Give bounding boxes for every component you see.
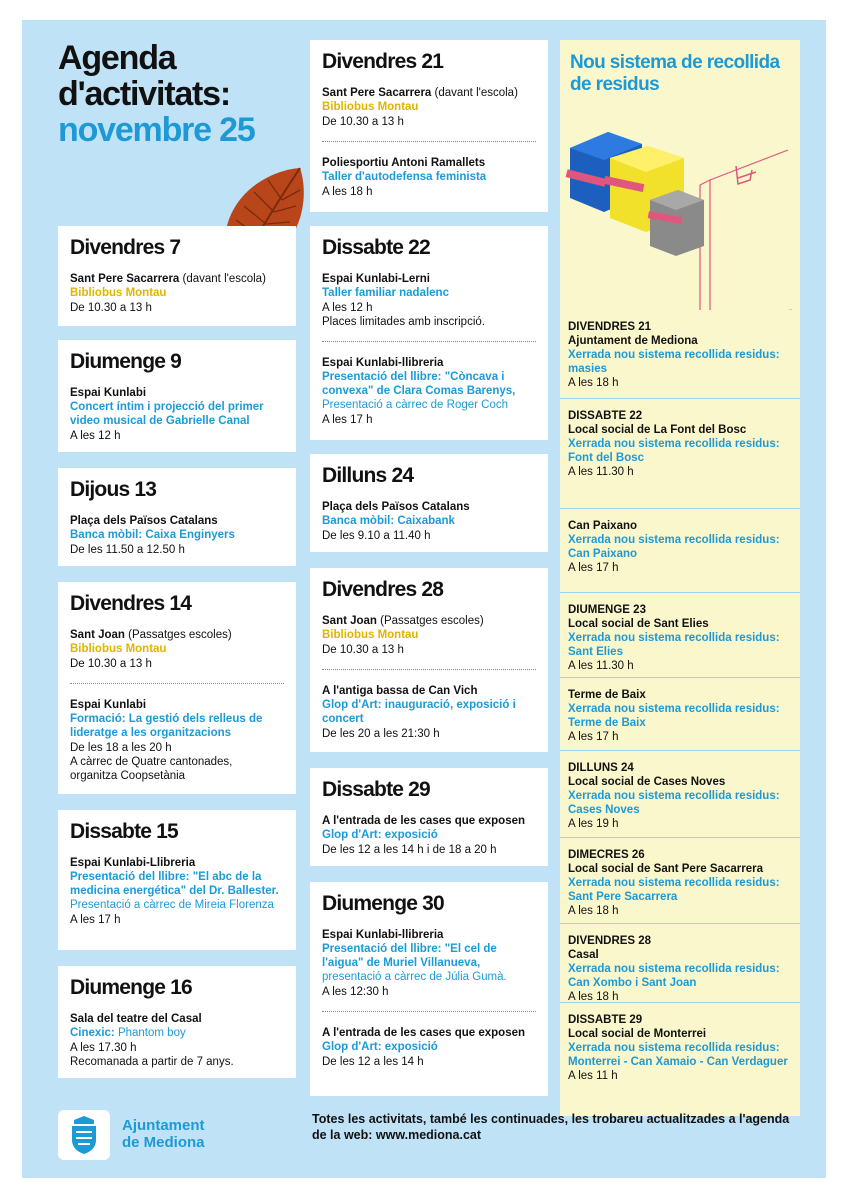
event-item (322, 1011, 536, 1069)
event-item (70, 683, 284, 783)
event-place-name: Poliesportiu Antoni Ramallets (322, 157, 486, 169)
event-activity (70, 712, 284, 740)
bibliobus-label: Bibliobus Montau (70, 643, 167, 655)
residus-time: A les 11.30 h (568, 466, 634, 478)
residus-event (560, 837, 800, 918)
event-time: De 10.30 a 13 h (322, 116, 404, 128)
day-heading: Diumenge 16 (70, 976, 192, 999)
event-item (322, 669, 536, 741)
event-place (322, 1026, 536, 1040)
event-place-name: Sant Joan (322, 615, 377, 627)
residus-place: Local social de Monterrei (568, 1028, 707, 1040)
day-card (58, 966, 296, 1078)
day-card (310, 768, 548, 866)
day-heading: Divendres 28 (322, 578, 444, 601)
day-card (310, 568, 548, 752)
residus-time: A les 17 h (568, 731, 619, 743)
day-heading: Divendres 14 (70, 592, 192, 615)
event-activity (322, 286, 536, 300)
event-activity (322, 828, 536, 842)
residus-event (560, 677, 800, 744)
event-item (70, 628, 284, 671)
event-activity (322, 942, 536, 984)
event-place (322, 500, 536, 514)
residus-place: Local social de Sant Pere Sacarrera (568, 863, 763, 875)
residus-activity: Xerrada nou sistema recollida residus: Sant Elies (568, 632, 780, 658)
bibliobus-label: Bibliobus Montau (322, 101, 419, 113)
residus-event (560, 750, 800, 831)
event-activity-title: Taller d'autodefensa feminista (322, 171, 487, 183)
event-place (70, 1012, 284, 1026)
event-place (70, 514, 284, 528)
event-item (322, 928, 536, 999)
day-card (58, 226, 296, 326)
residus-time: A les 17 h (568, 562, 619, 574)
event-item (322, 141, 536, 199)
event-activity-title: Glop d'Art: exposició (322, 1041, 438, 1053)
residus-date: DILLUNS 24 (568, 762, 634, 774)
event-time: De les 9.10 a 11.40 h (322, 530, 431, 542)
event-time: De 10.30 a 13 h (322, 644, 404, 656)
residus-panel (560, 40, 800, 1116)
event-item (70, 1012, 284, 1069)
day-card (310, 40, 548, 212)
event-extra: Places limitades amb inscripció. (322, 316, 485, 328)
event-place (322, 614, 536, 628)
event-activity-title: Concert íntim i projecció del primer video musical de Gabrielle Canal (70, 401, 264, 427)
residus-place: Local social de Sant Elies (568, 618, 709, 630)
day-heading: Divendres 7 (70, 236, 181, 259)
page-title: Agenda d'activitats: novembre 25 (58, 39, 255, 149)
event-time: De les 18 a les 20 h (70, 742, 172, 754)
event-time: De 10.30 a 13 h (70, 658, 152, 670)
event-place-name: Plaça dels Països Catalans (322, 501, 470, 513)
event-item (70, 272, 284, 315)
event-activity-title: Banca mòbil: Caixa Enginyers (70, 529, 235, 541)
event-time: A les 17 h (322, 414, 373, 426)
event-time: De les 12 a les 14 h i de 18 a 20 h (322, 844, 497, 856)
event-time: A les 12:30 h (322, 986, 389, 998)
event-activity-title: Presentació del llibre: "El cel de l'aigua" de Muriel Villanueva, (322, 943, 497, 969)
residus-event (560, 398, 800, 479)
event-activity-title: Taller familiar nadalenc (322, 287, 449, 299)
event-activity-title: Presentació del llibre: "Còncava i convexa" de Clara Comas Barenys, (322, 371, 516, 397)
residus-time: A les 11 h (568, 1070, 618, 1082)
recycling-bins-illustration (560, 110, 800, 310)
residus-time: A les 18 h (568, 905, 619, 917)
event-time: De les 11.50 a 12.50 h (70, 544, 185, 556)
day-heading: Diumenge 30 (322, 892, 444, 915)
event-place-name: Espai Kunlabi-llibreria (322, 357, 444, 369)
residus-date: DIUMENGE 23 (568, 604, 646, 616)
residus-time: A les 18 h (568, 991, 619, 1003)
day-card (58, 582, 296, 794)
residus-time: A les 18 h (568, 377, 619, 389)
event-place (322, 928, 536, 942)
residus-event (560, 320, 800, 390)
event-item (70, 856, 284, 927)
residus-title: Nou sistema de recollida de residus (570, 52, 780, 95)
residus-place: Terme de Baix (568, 689, 646, 701)
event-item (322, 614, 536, 657)
event-time: A les 12 h (322, 302, 373, 314)
event-place-name: Sant Pere Sacarrera (70, 273, 180, 285)
residus-time: A les 11.30 h (568, 660, 634, 672)
event-place-name: A l'antiga bassa de Can Vich (322, 685, 478, 697)
footer-note: Totes les activitats, també les continuades, les trobareu actualitzades a l'agenda de la web: www.mediona.cat (312, 1112, 790, 1142)
event-item (322, 341, 536, 427)
residus-activity: Xerrada nou sistema recollida residus: Can Paixano (568, 534, 780, 560)
event-place-note: (Passatges escoles) (124, 629, 232, 641)
day-card (58, 340, 296, 452)
event-place (322, 156, 536, 170)
event-activity (70, 400, 284, 428)
event-extra: organitza Coopsetània (70, 770, 186, 782)
residus-activity: Xerrada nou sistema recollida residus: Terme de Baix (568, 703, 780, 729)
bibliobus-label: Bibliobus Montau (322, 629, 419, 641)
residus-place: Local social de La Font del Bosc (568, 424, 747, 436)
event-place (322, 356, 536, 370)
event-time: De les 20 a les 21:30 h (322, 728, 440, 740)
event-place-name: Espai Kunlabi-llibreria (322, 929, 444, 941)
residus-event (560, 508, 800, 575)
event-activity-note: Presentació a càrrec de Mireia Florenza (70, 899, 274, 911)
event-place-note: (davant l'escola) (431, 87, 518, 99)
day-heading: Dilluns 24 (322, 464, 414, 487)
day-heading: Dissabte 15 (70, 820, 178, 843)
residus-date: DISSABTE 22 (568, 410, 643, 422)
day-heading: Diumenge 9 (70, 350, 182, 373)
event-place-name: Sant Joan (70, 629, 125, 641)
event-time: De 10.30 a 13 h (70, 302, 152, 314)
event-item (70, 386, 284, 443)
event-place-name: Sala del teatre del Casal (70, 1013, 202, 1025)
event-activity (70, 870, 284, 912)
event-place-note: (Passatges escoles) (376, 615, 484, 627)
event-place-name: Espai Kunlabi-Llibreria (70, 857, 196, 869)
event-activity (322, 170, 536, 184)
residus-activity: Xerrada nou sistema recollida residus: Sant Pere Sacarrera (568, 877, 780, 903)
residus-activity: Xerrada nou sistema recollida residus: Font del Bosc (568, 438, 780, 464)
event-place (70, 386, 284, 400)
day-card (58, 810, 296, 950)
residus-activity: Xerrada nou sistema recollida residus: Monterrei - Can Xamaio - Can Verdaguer (568, 1042, 788, 1068)
day-heading: Dissabte 22 (322, 236, 430, 259)
event-activity (70, 528, 284, 542)
event-time: A les 17.30 h (70, 1042, 137, 1054)
residus-place: Local social de Cases Noves (568, 776, 726, 788)
residus-date: DISSABTE 29 (568, 1014, 643, 1026)
residus-activity: Xerrada nou sistema recollida residus: Cases Noves (568, 790, 780, 816)
event-place-name: A l'entrada de les cases que exposen (322, 815, 526, 827)
event-time: A les 18 h (322, 186, 373, 198)
event-place (322, 86, 536, 100)
event-extra: A càrrec de Quatre cantonades, (70, 756, 233, 768)
event-activity-note: Presentació a càrrec de Roger Coch (322, 399, 509, 411)
event-item (322, 814, 536, 857)
residus-event (560, 592, 800, 673)
event-activity-title: Banca mòbil: Caixabank (322, 515, 455, 527)
event-time: De les 12 a les 14 h (322, 1056, 424, 1068)
event-activity-note: presentació a càrrec de Júlia Gumà. (322, 971, 507, 983)
event-activity-title: Presentació del llibre: "El abc de la medicina energética" del Dr. Ballester. (70, 871, 279, 897)
event-place-name: Sant Pere Sacarrera (322, 87, 432, 99)
event-place (70, 628, 284, 642)
org-name: Ajuntament de Mediona (122, 1117, 205, 1151)
event-place-name: Espai Kunlabi-Lerni (322, 273, 430, 285)
event-activity-title: Cinexic: (70, 1027, 115, 1039)
day-card (58, 468, 296, 566)
event-item (322, 272, 536, 329)
event-place (70, 856, 284, 870)
day-card (310, 226, 548, 440)
event-activity-title: Formació: La gestió dels relleus de lideratge a les organitzacions (70, 713, 263, 739)
residus-place: Ajuntament de Mediona (568, 335, 698, 347)
event-activity (322, 698, 536, 726)
agenda-poster (22, 20, 826, 1178)
event-activity (322, 514, 536, 528)
residus-activity: Xerrada nou sistema recollida residus: masies (568, 349, 780, 375)
event-activity-title: Glop d'Art: exposició (322, 829, 438, 841)
bibliobus-label: Bibliobus Montau (70, 287, 167, 299)
event-place-name: Espai Kunlabi (70, 387, 147, 399)
event-activity (70, 1026, 284, 1040)
mediona-logo-icon (58, 1110, 110, 1160)
day-card (310, 882, 548, 1096)
event-place (70, 698, 284, 712)
residus-date: DIVENDRES 21 (568, 321, 652, 333)
event-activity (322, 1040, 536, 1054)
event-activity-title: Glop d'Art: inauguració, exposició i concert (322, 699, 516, 725)
event-place (70, 272, 284, 286)
event-place-name: Plaça dels Països Catalans (70, 515, 218, 527)
event-item (322, 86, 536, 129)
residus-date: DIMECRES 26 (568, 849, 645, 861)
day-heading: Divendres 21 (322, 50, 444, 73)
event-place (322, 684, 536, 698)
day-heading: Dissabte 29 (322, 778, 430, 801)
event-extra: Recomanada a partir de 7 anys. (70, 1056, 234, 1068)
residus-activity: Xerrada nou sistema recollida residus: Can Xombo i Sant Joan (568, 963, 780, 989)
event-item (322, 500, 536, 543)
day-heading: Dijous 13 (70, 478, 157, 501)
day-card (310, 454, 548, 552)
event-activity-note: Phantom boy (114, 1027, 186, 1039)
event-place-name: Espai Kunlabi (70, 699, 147, 711)
residus-place: Can Paixano (568, 520, 638, 532)
residus-time: A les 19 h (568, 818, 619, 830)
event-item (70, 514, 284, 557)
event-place-note: (davant l'escola) (179, 273, 266, 285)
residus-date: DIVENDRES 28 (568, 935, 652, 947)
event-time: A les 12 h (70, 430, 121, 442)
event-place-name: A l'entrada de les cases que exposen (322, 1027, 526, 1039)
event-place (322, 272, 536, 286)
residus-event (560, 1002, 800, 1083)
residus-place: Casal (568, 949, 599, 961)
event-time: A les 17 h (70, 914, 121, 926)
event-activity (322, 370, 536, 412)
event-place (322, 814, 536, 828)
residus-event (560, 923, 800, 1004)
